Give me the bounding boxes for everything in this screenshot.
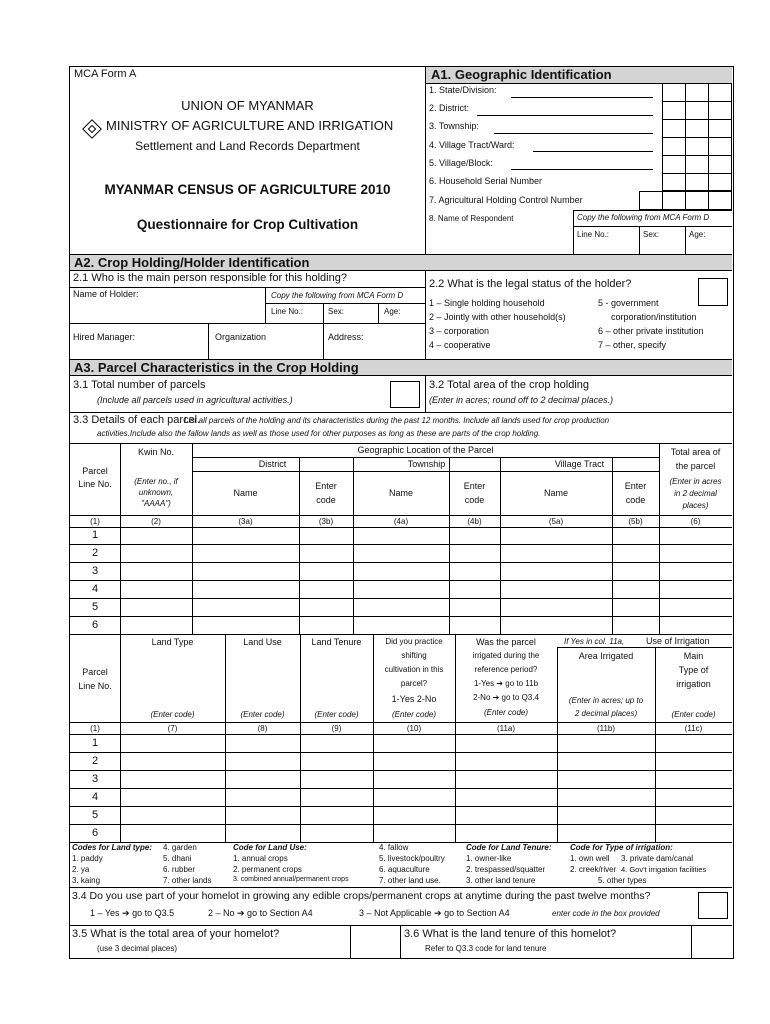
state-input[interactable] <box>511 97 653 98</box>
organization-label: Organization <box>215 332 267 342</box>
village-tract-col-label: Village Tract <box>554 459 605 469</box>
q35-note: (use 3 decimal places) <box>97 944 178 953</box>
shifting-label-2: shifting <box>401 651 427 660</box>
q36-label: 3.6 What is the land tenure of this homelot? <box>404 928 617 940</box>
t2-col-8: (8) <box>257 724 268 733</box>
main-type-label-1: Main <box>683 651 704 661</box>
irrigation-code-1: 1. own well <box>570 854 610 863</box>
land-type-enter-code: (Enter code) <box>150 710 195 719</box>
kwin-note-1: (Enter no., if <box>134 477 178 486</box>
total-area-note-2: in 2 decimal <box>674 489 717 498</box>
if-yes-note: If Yes in col. 11a, <box>564 637 625 646</box>
country-title: UNION OF MYANMAR <box>181 98 314 113</box>
t1-line-no-label: Line No. <box>78 479 112 489</box>
kwin-note-3: "AAAA") <box>141 499 171 508</box>
use-of-irrigation-label: Use of Irrigation <box>646 636 710 646</box>
village-tract-input[interactable] <box>533 151 653 152</box>
a1-line-no: Line No.: <box>577 230 610 239</box>
q33-note-1: List all parcels of the holding and its characteristics during the past 12 months. Include all lands used for crop production <box>184 416 610 425</box>
t2-row-3: 3 <box>91 773 99 785</box>
total-area-label-2: the parcel <box>675 461 716 471</box>
shifting-enter-code: (Enter code) <box>391 710 437 719</box>
main-type-label-2: Type of <box>678 665 709 675</box>
t2-parcel-label: Parcel <box>82 667 108 677</box>
status-option-5b: corporation/institution <box>611 312 697 322</box>
township-name-label: Name <box>388 488 413 498</box>
t2-row-2: 2 <box>91 755 99 767</box>
a1-household-serial-label: 6. Household Serial Number <box>429 176 543 186</box>
irrigation-code-4: 4. Gov't irrigation facilities <box>621 865 707 874</box>
land-type-code-2: 2. ya <box>72 865 90 874</box>
q35-label: 3.5 What is the total area of your homelot? <box>72 928 280 940</box>
kwin-note-2: unknown, <box>138 488 174 497</box>
t2-col-9: (9) <box>331 724 342 733</box>
land-use-code-6: 6. aquaculture <box>379 865 430 874</box>
township-code-label: code <box>464 495 485 505</box>
a1-village-tract-label: 4. Village Tract/Ward: <box>429 140 515 150</box>
t2-row-5: 5 <box>91 809 99 821</box>
t1-row-2: 2 <box>91 547 99 559</box>
land-type-codes-title: Codes for Land type: <box>72 843 153 852</box>
kwin-no-label: Kwin No. <box>137 447 174 457</box>
status-option-1: 1 – Single holding household <box>429 298 545 308</box>
land-use-code-3: 3. combined annual/permanent crops <box>233 876 349 883</box>
area-irrigated-label: Area Irrigated <box>578 651 634 661</box>
irrigated-label-3: reference period? <box>474 665 538 674</box>
tenure-code-3: 3. other land tenure <box>466 876 536 885</box>
township-col-label: Township <box>407 459 446 469</box>
main-type-label-3: irrigation <box>676 679 711 689</box>
land-use-label: Land Use <box>243 637 282 647</box>
vt-name-label: Name <box>543 488 568 498</box>
a1-village-block-label: 5. Village/Block: <box>429 158 493 168</box>
vt-enter-label: Enter <box>624 481 647 491</box>
t1-row-1: 1 <box>91 529 99 541</box>
q34-label: 3.4 Do you use part of your homelot in growing any edible crops/permanent crops at anytime during the past twelve months? <box>72 890 651 902</box>
district-input[interactable] <box>477 115 653 116</box>
status-option-7: 7 – other, specify <box>598 340 667 350</box>
irrigated-enter-code: (Enter code) <box>483 708 529 717</box>
q34-note: enter code in the box provided <box>552 909 660 918</box>
legal-status-box[interactable] <box>698 278 728 306</box>
q33-label: 3.3 Details of each parcel. <box>73 414 201 426</box>
form-id: MCA Form A <box>74 68 137 80</box>
district-name-label: Name <box>233 488 258 498</box>
t1-col-2: (2) <box>151 517 161 526</box>
land-use-code-2: 2. permanent crops <box>233 865 302 874</box>
land-tenure-enter-code: (Enter code) <box>314 710 359 719</box>
a1-respondent-label: 8. Name of Respondent <box>429 214 514 223</box>
land-use-code-7: 7. other land use. <box>379 876 441 885</box>
t1-col-6: (6) <box>690 517 701 526</box>
q31-label: 3.1 Total number of parcels <box>73 379 206 391</box>
land-type-code-5: 5. dhani <box>163 854 192 863</box>
t2-col-11b: (11b) <box>596 724 616 733</box>
a1-state-label: 1. State/Division: <box>429 85 497 95</box>
t1-col-5b: (5b) <box>628 517 643 526</box>
t1-col-4b: (4b) <box>467 517 482 526</box>
address-label: Address: <box>328 332 364 342</box>
township-input[interactable] <box>494 133 653 134</box>
emblem-icon <box>82 119 102 139</box>
land-type-code-6: 6. rubber <box>163 865 196 874</box>
t2-row-4: 4 <box>91 791 99 803</box>
t2-col-7: (7) <box>167 724 178 733</box>
township-enter-label: Enter <box>463 481 486 491</box>
land-use-code-4: 4. fallow <box>379 843 409 852</box>
t1-row-5: 5 <box>91 601 99 613</box>
t2-col-11a: (11a) <box>496 724 516 733</box>
t2-col-1: (1) <box>90 724 100 733</box>
irrigated-yes: 1-Yes ➔ go to 11b <box>473 679 539 688</box>
t1-parcel-label: Parcel <box>82 466 108 476</box>
homelot-tenure-box[interactable] <box>691 925 732 958</box>
ministry-title: MINISTRY OF AGRICULTURE AND IRRIGATION <box>106 118 394 133</box>
land-type-code-1: 1. paddy <box>72 854 103 863</box>
land-use-codes-title: Code for Land Use: <box>233 843 307 852</box>
a1-township-label: 3. Township: <box>429 121 479 131</box>
land-tenure-label: Land Tenure <box>311 637 362 647</box>
homelot-use-box[interactable] <box>698 892 728 919</box>
a1-district-label: 2. District: <box>429 103 470 113</box>
a1-sex: Sex: <box>643 230 660 239</box>
irrigated-no: 2-No ➔ go to Q3.4 <box>473 693 539 702</box>
q36-note: Refer to Q3.3 code for land tenure <box>425 944 547 953</box>
a2-age: Age: <box>384 307 401 316</box>
a2-copy-note: Copy the following from MCA Form D <box>271 291 404 300</box>
q34-not-applicable: 3 – Not Applicable ➔ go to Section A4 <box>359 908 510 918</box>
district-enter-label: Enter <box>315 481 337 491</box>
homelot-area-box[interactable] <box>350 925 401 958</box>
q32-note: (Enter in acres; round off to 2 decimal places.) <box>429 395 614 405</box>
shifting-label-4: parcel? <box>400 679 428 688</box>
status-option-4: 4 – cooperative <box>429 340 491 350</box>
t2-row-6: 6 <box>91 827 99 839</box>
a2-sex: Sex: <box>328 307 345 316</box>
a2-title: A2. Crop Holding/Holder Identification <box>70 255 732 270</box>
irrigated-label-2: irrigated during the <box>472 651 540 660</box>
q34-no: 2 – No ➔ go to Section A4 <box>208 908 313 918</box>
t1-col-3a: (3a) <box>238 517 253 526</box>
t2-col-11c: (11c) <box>684 724 703 733</box>
a1-title: A1. Geographic Identification <box>431 67 612 82</box>
land-type-label: Land Type <box>151 637 194 647</box>
total-area-label-1: Total area of <box>670 447 721 457</box>
tenure-code-2: 2. trespassed/squatter <box>466 865 546 874</box>
a2-line-no: Line No.: <box>271 307 304 316</box>
land-type-code-7: 7. other lands <box>163 876 212 885</box>
shifting-label-1: Did you practice <box>385 637 443 646</box>
area-note-1: (Enter in acres; up to <box>568 696 644 705</box>
status-option-5: 5 - government <box>598 298 659 308</box>
irrigated-label-1: Was the parcel <box>476 637 536 647</box>
t1-col-1: (1) <box>90 517 100 526</box>
holder-name-label: Name of Holder: <box>73 289 139 299</box>
land-use-code-1: 1. annual crops <box>233 854 288 863</box>
area-note-2: 2 decimal places) <box>574 709 638 718</box>
tenure-code-1: 1. owner-like <box>466 854 512 863</box>
t1-row-6: 6 <box>91 619 99 631</box>
q33-note-2: activities.Include also the fallow lands as well as those used for other purposes as long as these are parts of the crop holding. <box>97 429 541 438</box>
shifting-label-3: cultivation in this <box>384 665 444 674</box>
irrigation-codes-title: Code for Type of irrigation: <box>570 843 673 852</box>
t1-col-3b: (3b) <box>318 517 334 526</box>
t2-col-10: (10) <box>406 724 422 733</box>
t1-row-4: 4 <box>91 583 99 595</box>
irrigation-code-5: 5. other types <box>598 876 647 885</box>
t1-col-4a: (4a) <box>393 517 409 526</box>
land-use-code-5: 5. livestock/poultry <box>379 854 445 863</box>
status-option-6: 6 – other private institution <box>598 326 704 336</box>
status-option-3: 3 – corporation <box>429 326 490 336</box>
t1-row-3: 3 <box>91 565 99 577</box>
total-parcels-box[interactable] <box>390 381 420 408</box>
hired-manager-label: Hired Manager: <box>73 332 136 342</box>
total-area-note-1: (Enter in acres <box>669 477 722 486</box>
census-title: MYANMAR CENSUS OF AGRICULTURE 2010 <box>104 182 391 197</box>
shifting-options: 1-Yes 2-No <box>391 694 437 704</box>
q32-label: 3.2 Total area of the crop holding <box>429 379 590 391</box>
q21-label: 2.1 Who is the main person responsible for this holding? <box>73 272 347 284</box>
land-type-code-3: 3. kaing <box>72 876 101 885</box>
department-title: Settlement and Land Records Department <box>135 139 360 153</box>
district-col-label: District <box>258 459 287 469</box>
total-area-note-3: places) <box>682 501 709 510</box>
q31-note: (Include all parcels used in agricultural activities.) <box>97 395 293 405</box>
main-type-enter-code: (Enter code) <box>671 710 716 719</box>
a1-age: Age: <box>689 230 706 239</box>
district-code-label: code <box>316 495 336 505</box>
t2-line-no-label: Line No. <box>78 681 112 691</box>
vt-code-label: code <box>625 495 646 505</box>
t1-col-5a: (5a) <box>548 517 564 526</box>
a1-copy-note: Copy the following from MCA Form D <box>577 213 710 222</box>
irrigation-code-2: 2. creek/river <box>570 865 617 874</box>
land-type-code-4: 4. garden <box>163 843 197 852</box>
t2-row-1: 1 <box>91 737 99 749</box>
census-form <box>69 66 734 959</box>
q34-yes: 1 – Yes ➔ go to Q3.5 <box>90 908 175 918</box>
questionnaire-title: Questionnaire for Crop Cultivation <box>136 217 359 232</box>
irrigation-code-3: 3. private dam/canal <box>621 854 694 863</box>
village-block-input[interactable] <box>511 169 653 170</box>
q22-label: 2.2 What is the legal status of the holder? <box>429 278 632 290</box>
tenure-codes-title: Code for Land Tenure: <box>466 843 552 852</box>
a1-control-number-label: 7. Agricultural Holding Control Number <box>429 195 583 205</box>
land-use-enter-code: (Enter code) <box>240 710 285 719</box>
a3-title: A3. Parcel Characteristics in the Crop Holding <box>70 360 732 375</box>
geo-location-label: Geographic Location of the Parcel <box>357 445 494 455</box>
status-option-2: 2 – Jointly with other household(s) <box>429 312 566 322</box>
